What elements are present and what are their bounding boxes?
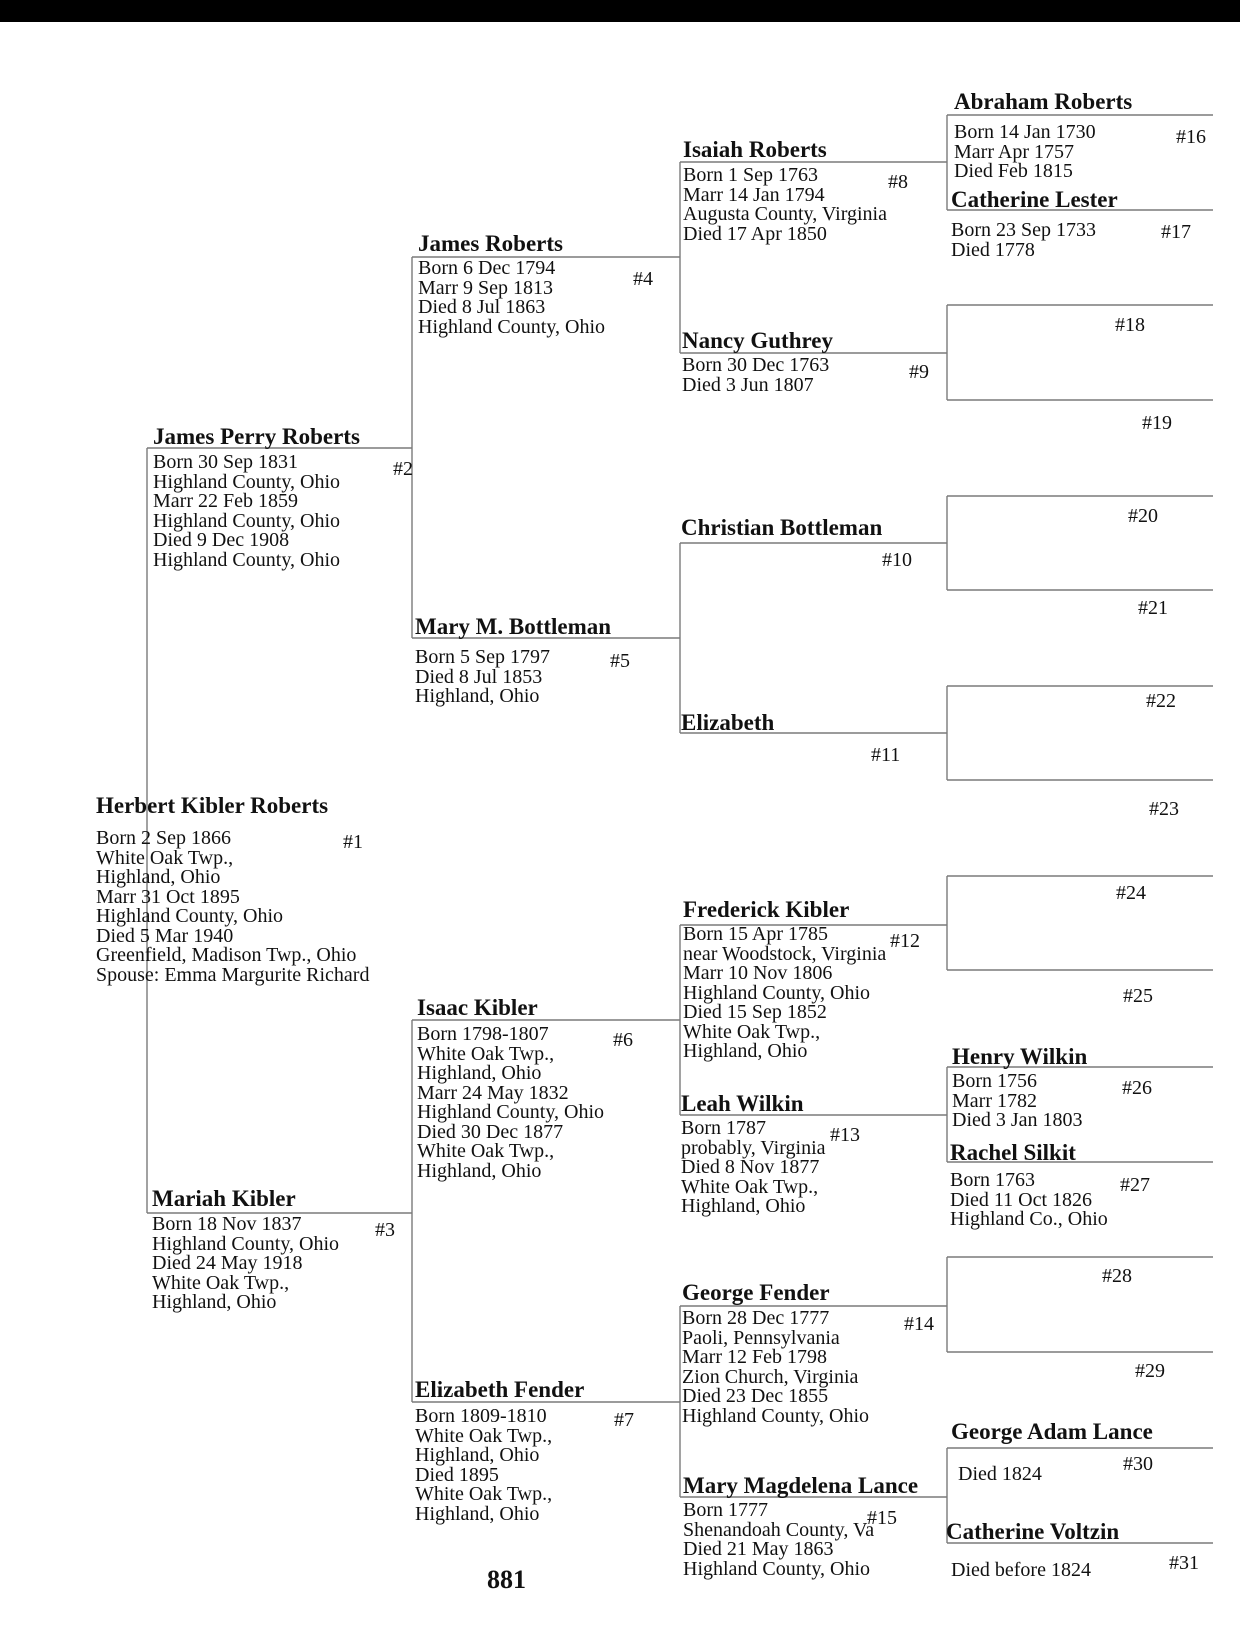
person-details: Born 1763 Died 11 Oct 1826 Highland Co., Ohio [950, 1169, 1108, 1230]
page-number: 881 [487, 1565, 526, 1594]
person-number: #29 [1135, 1360, 1165, 1382]
person-number: #17 [1161, 221, 1191, 243]
person-number: #18 [1115, 314, 1145, 336]
person-number: #3 [375, 1219, 395, 1241]
person-name: Herbert Kibler Roberts [96, 793, 329, 818]
person-number: #5 [610, 650, 630, 672]
person-details: Born 1809-1810 White Oak Twp., Highland, Ohio Died 1895 White Oak Twp., Highland, Ohio [415, 1405, 553, 1525]
person-name: Isaac Kibler [417, 995, 538, 1020]
person-number: #2 [393, 458, 413, 480]
person-number: #23 [1149, 798, 1179, 820]
person-26 [952, 1044, 1087, 1131]
person-12 [683, 897, 886, 1062]
person-number: #7 [614, 1409, 634, 1431]
person-details: Died 1824 [958, 1463, 1042, 1485]
person-details: Born 23 Sep 1733 Died 1778 [951, 219, 1096, 261]
person-10 [681, 515, 882, 540]
person-name: Mary M. Bottleman [415, 614, 612, 639]
person-details: Born 28 Dec 1777 Paoli, Pennsylvania Marr 12 Feb 1798 Zion Church, Virginia Died 23 Dec 1855 Highland County, Ohio [682, 1307, 870, 1427]
person-number: #8 [888, 171, 908, 193]
person-7 [415, 1377, 584, 1524]
person-number: #30 [1123, 1453, 1153, 1475]
person-2 [153, 424, 360, 570]
person-number: #9 [909, 361, 929, 383]
person-4 [418, 231, 605, 337]
person-details: Born 1756 Marr 1782 Died 3 Jan 1803 [952, 1070, 1083, 1131]
person-number: #15 [867, 1507, 897, 1529]
person-5 [415, 614, 611, 707]
person-number: #25 [1123, 985, 1153, 1007]
person-number: #14 [904, 1313, 934, 1335]
person-name: George Adam Lance [951, 1419, 1153, 1444]
person-number: #13 [830, 1124, 860, 1146]
person-details: Born 30 Sep 1831 Highland County, Ohio Marr 22 Feb 1859 Highland County, Ohio Died 9 Dec 1908 Highland County, Ohio [153, 451, 341, 571]
person-name: Catherine Lester [951, 187, 1118, 212]
person-details: Born 15 Apr 1785 near Woodstock, Virginia Marr 10 Nov 1806 Highland County, Ohio Died 15 Sep 1852 White Oak Twp., Highland, Ohio [683, 923, 887, 1062]
person-number: #19 [1142, 412, 1172, 434]
person-14 [682, 1280, 869, 1426]
person-number: #6 [613, 1029, 633, 1051]
person-11 [681, 710, 774, 735]
person-name: Henry Wilkin [952, 1044, 1088, 1069]
person-number: #16 [1176, 126, 1206, 148]
person-3 [152, 1186, 339, 1313]
person-details: Born 1777 Shenandoah County, Va Died 21 May 1863 Highland County, Ohio [683, 1499, 875, 1580]
person-17 [951, 187, 1118, 260]
person-31 [946, 1519, 1119, 1581]
person-details: Born 30 Dec 1763 Died 3 Jun 1807 [682, 354, 830, 396]
person-number: #12 [890, 930, 920, 952]
person-name: Abraham Roberts [954, 89, 1133, 114]
person-number: #24 [1116, 882, 1146, 904]
person-name: Nancy Guthrey [682, 328, 833, 353]
person-details: Born 1787 probably, Virginia Died 8 Nov 1877 White Oak Twp., Highland, Ohio [681, 1117, 826, 1217]
person-6 [417, 995, 604, 1181]
person-name: Rachel Silkit [950, 1140, 1076, 1165]
person-8 [683, 137, 887, 244]
person-name: James Perry Roberts [153, 424, 360, 449]
person-details: Born 1798-1807 White Oak Twp., Highland, Ohio Marr 24 May 1832 Highland County, Ohio Died 30 Dec 1877 White Oak Twp., Highland, Ohio [417, 1023, 605, 1182]
person-16 [954, 89, 1132, 182]
person-details: Born 5 Sep 1797 Died 8 Jul 1853 Highland, Ohio [415, 646, 550, 707]
person-name: Christian Bottleman [681, 515, 883, 540]
person-number: #1 [343, 831, 363, 853]
person-details: Born 14 Jan 1730 Marr Apr 1757 Died Feb 1815 [954, 121, 1096, 182]
person-name: Leah Wilkin [681, 1091, 804, 1116]
person-number: #28 [1102, 1265, 1132, 1287]
person-9 [682, 328, 833, 395]
person-details: Born 2 Sep 1866 White Oak Twp., Highland, Ohio Marr 31 Oct 1895 Highland County, Ohio Died 5 Mar 1940 Greenfield, Madison Twp., Ohio Spouse: Emma Margurite Richard [96, 827, 370, 986]
person-name: Isaiah Roberts [683, 137, 827, 162]
person-name: George Fender [682, 1280, 830, 1305]
person-1 [96, 793, 369, 985]
person-details: Born 18 Nov 1837 Highland County, Ohio Died 24 May 1918 White Oak Twp., Highland, Ohio [152, 1213, 340, 1313]
person-name: Elizabeth Fender [415, 1377, 585, 1402]
person-name: Frederick Kibler [683, 897, 850, 922]
person-number: #21 [1138, 597, 1168, 619]
person-name: James Roberts [418, 231, 563, 256]
person-name: Catherine Voltzin [946, 1519, 1120, 1544]
person-13 [681, 1091, 826, 1217]
person-name: Mary Magdelena Lance [683, 1473, 919, 1498]
person-number: #4 [633, 268, 653, 290]
person-details: Died before 1824 [951, 1559, 1091, 1581]
person-number: #20 [1128, 505, 1158, 527]
person-name: Mariah Kibler [152, 1186, 296, 1211]
person-number: #10 [882, 549, 912, 571]
person-27 [950, 1140, 1108, 1230]
person-number: #11 [871, 744, 901, 766]
person-number: #27 [1120, 1174, 1150, 1196]
person-number: #31 [1169, 1552, 1199, 1574]
person-details: Born 1 Sep 1763 Marr 14 Jan 1794 Augusta County, Virginia Died 17 Apr 1850 [683, 164, 887, 245]
person-name: Elizabeth [681, 710, 775, 735]
person-number: #26 [1122, 1077, 1152, 1099]
person-number: #22 [1146, 690, 1176, 712]
person-details: Born 6 Dec 1794 Marr 9 Sep 1813 Died 8 Jul 1863 Highland County, Ohio [418, 257, 606, 338]
